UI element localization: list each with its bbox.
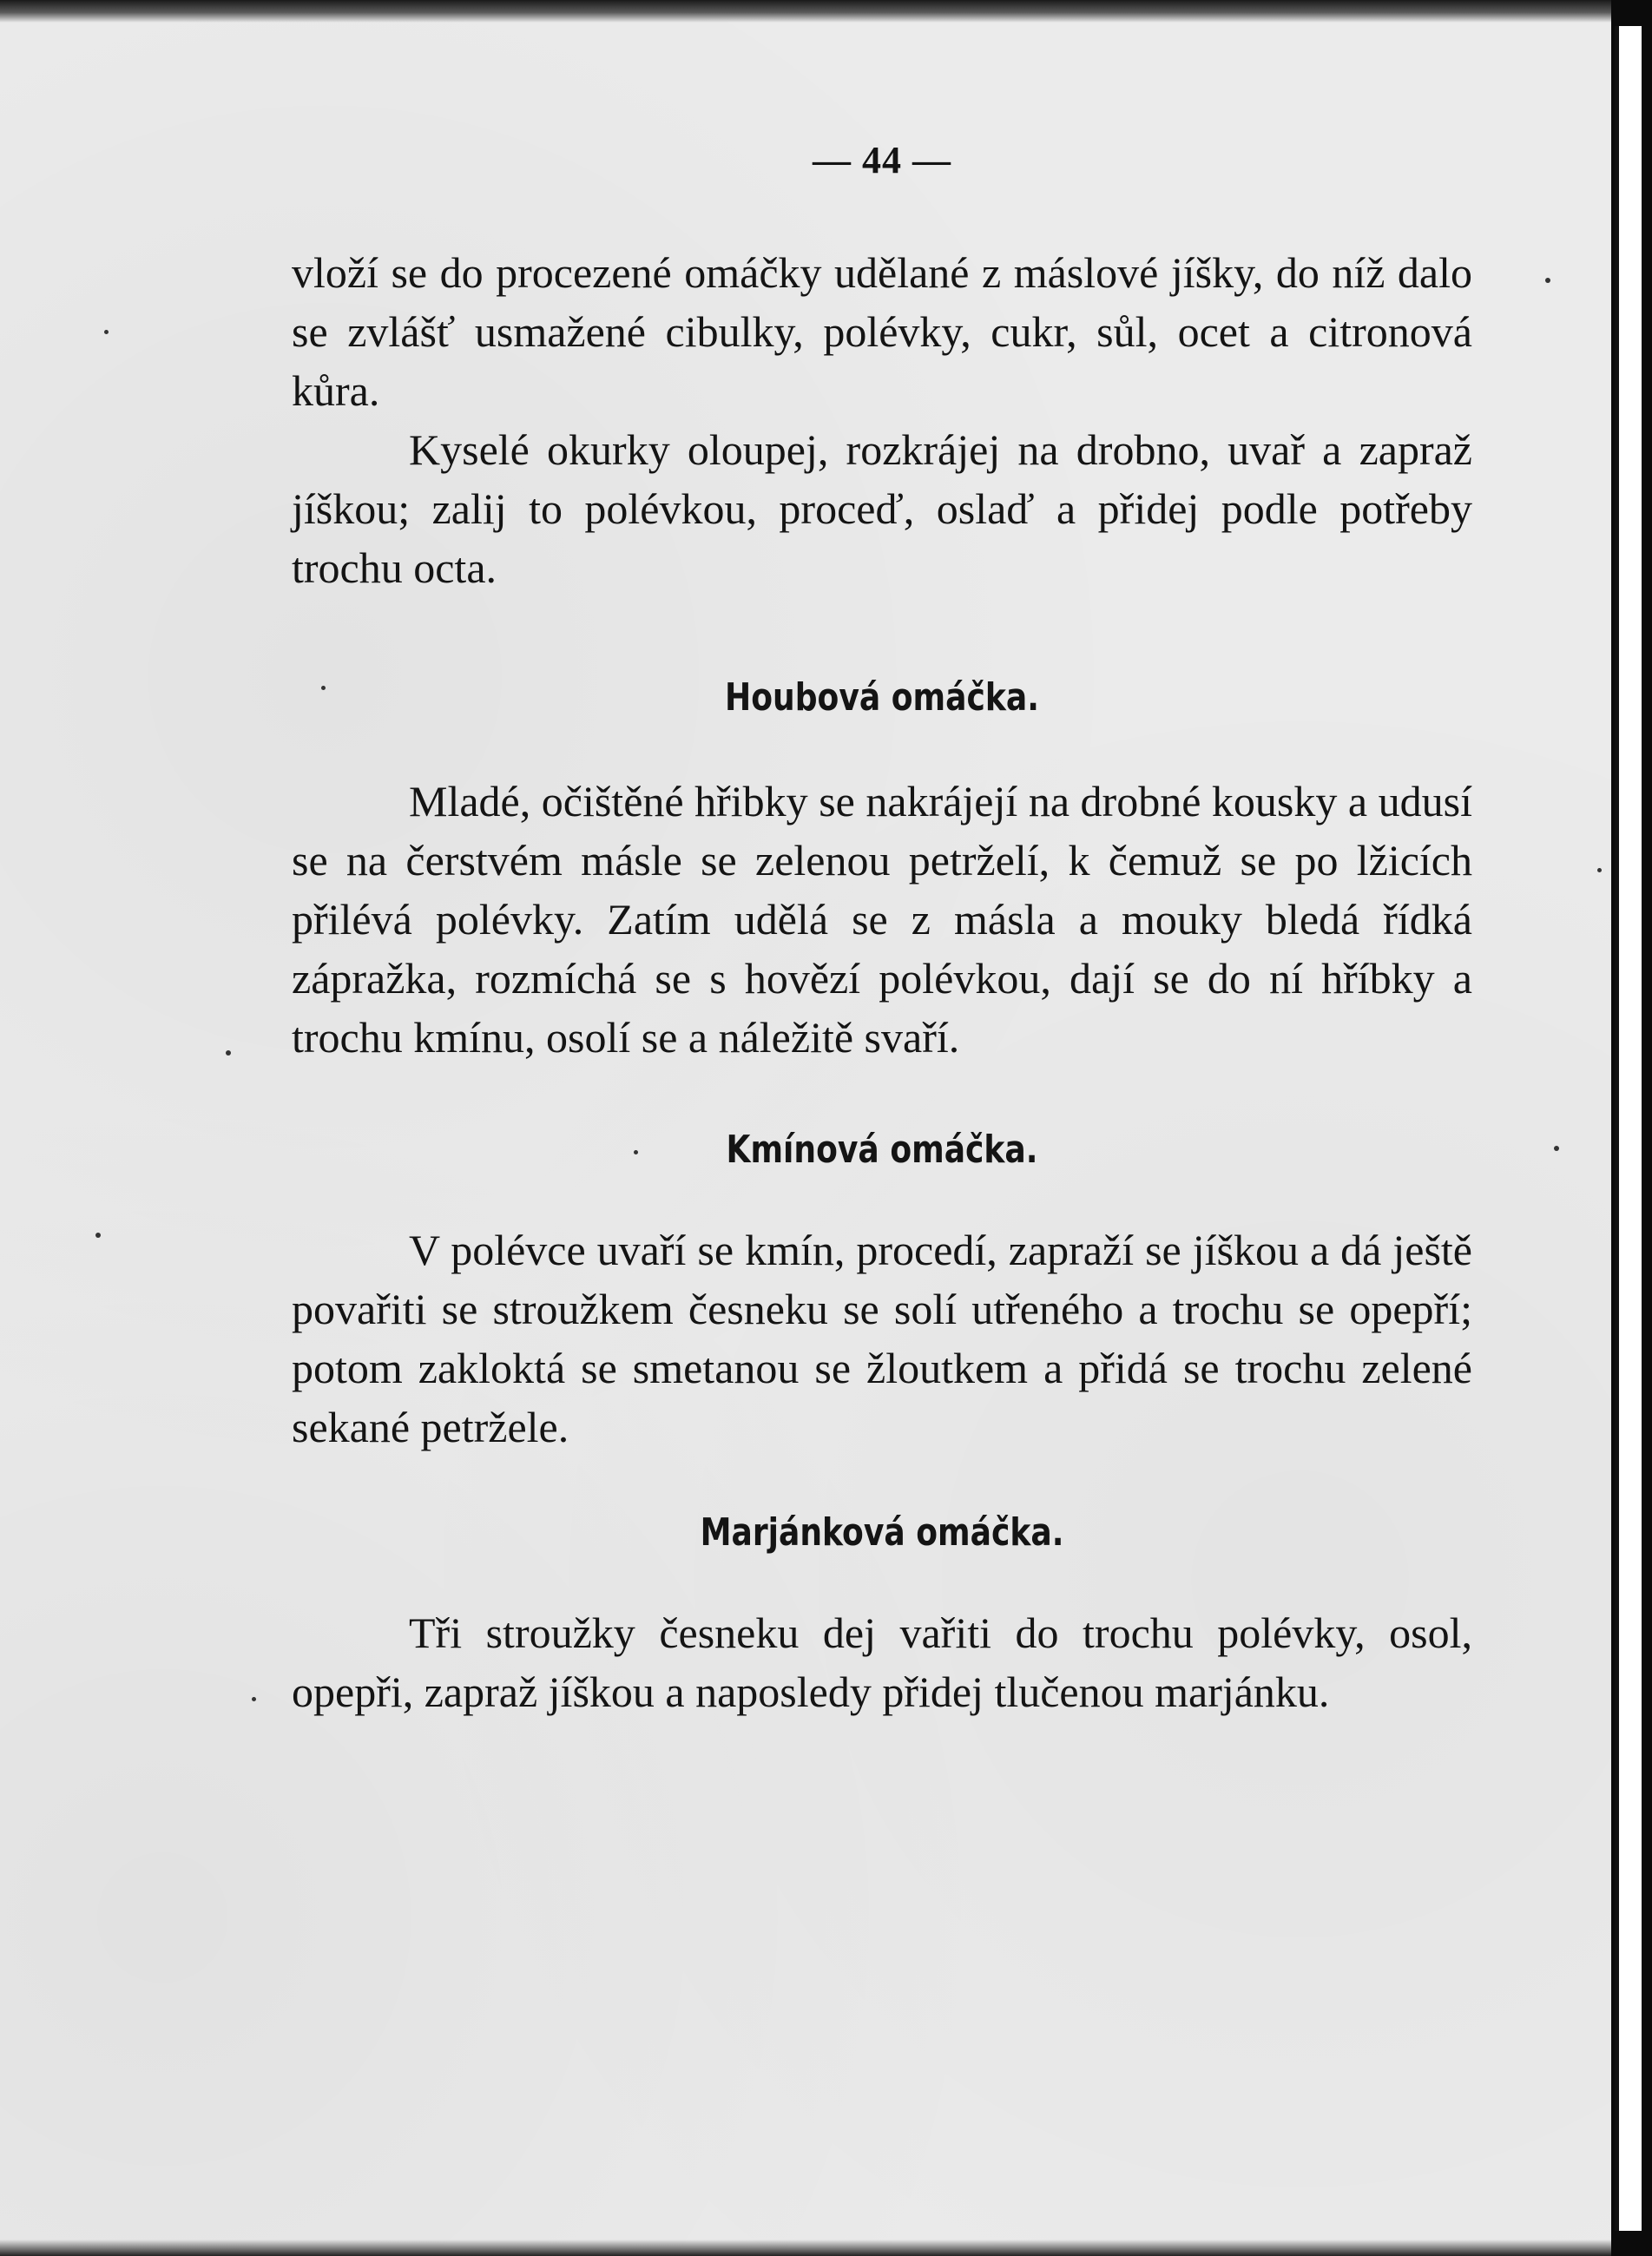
heading-caraway-sauce: Kmínová omáčka.	[726, 1128, 1038, 1172]
scan-speck	[95, 1233, 101, 1238]
page-edge-top	[0, 0, 1625, 23]
page-edge-bottom	[0, 2240, 1625, 2256]
paragraph-pickled-cucumbers: Kyselé okurky oloupej, rozkrájej na drobno, uvař a zapraž jíškou; zalij to polévkou, proceď, oslaď a přidej podle potřeby trochu octa.	[292, 425, 1472, 592]
heading-marjoram-sauce: Marjánková omáčka.	[700, 1510, 1064, 1555]
scan-speck	[104, 330, 109, 334]
scan-speck	[1554, 1146, 1559, 1151]
paragraph-marjoram-sauce: Tři stroužky česneku dej vařiti do trochu polévky, osol, opepři, zapraž jíškou a naposledy přidej tlučenou marjánku.	[292, 1608, 1472, 1716]
page-edge-right-strip	[1615, 26, 1642, 2231]
page-text	[292, 139, 1472, 1721]
paragraph-caraway-sauce: V polévce uvaří se kmín, procedí, zapraží se jíškou a dá ještě povařiti se stroužkem česneku se solí utřeného a trochu se opepří; potom zakloktá se smetanou se žloutkem a přidá se trochu zelené sekané petržele.	[292, 1226, 1472, 1451]
paragraph-continuation: vloží se do procezené omáčky udělané z máslové jíšky, do níž dalo se zvlášť usmažené cibulky, polévky, cukr, sůl, ocet a citronová kůra.	[292, 248, 1472, 415]
scan-speck	[1545, 278, 1550, 283]
paragraph-mushroom-sauce: Mladé, očištěné hřibky se nakrájejí na drobné kousky a udusí se na čerstvém másle se zelenou petrželí, k čemuž se po lžicích přilévá polévky. Zatím udělá se z másla a mouky bledá řídká zápražka, rozmíchá se s hovězí polévkou, dají se do ní hříbky a trochu kmínu, osolí se a náležitě svaří.	[292, 777, 1472, 1062]
scan-speck	[252, 1697, 256, 1701]
scan-speck	[226, 1050, 231, 1056]
page-number: — 44 —	[813, 139, 951, 181]
heading-mushroom-sauce: Houbová omáčka.	[725, 675, 1039, 720]
scan-speck	[1597, 868, 1602, 872]
